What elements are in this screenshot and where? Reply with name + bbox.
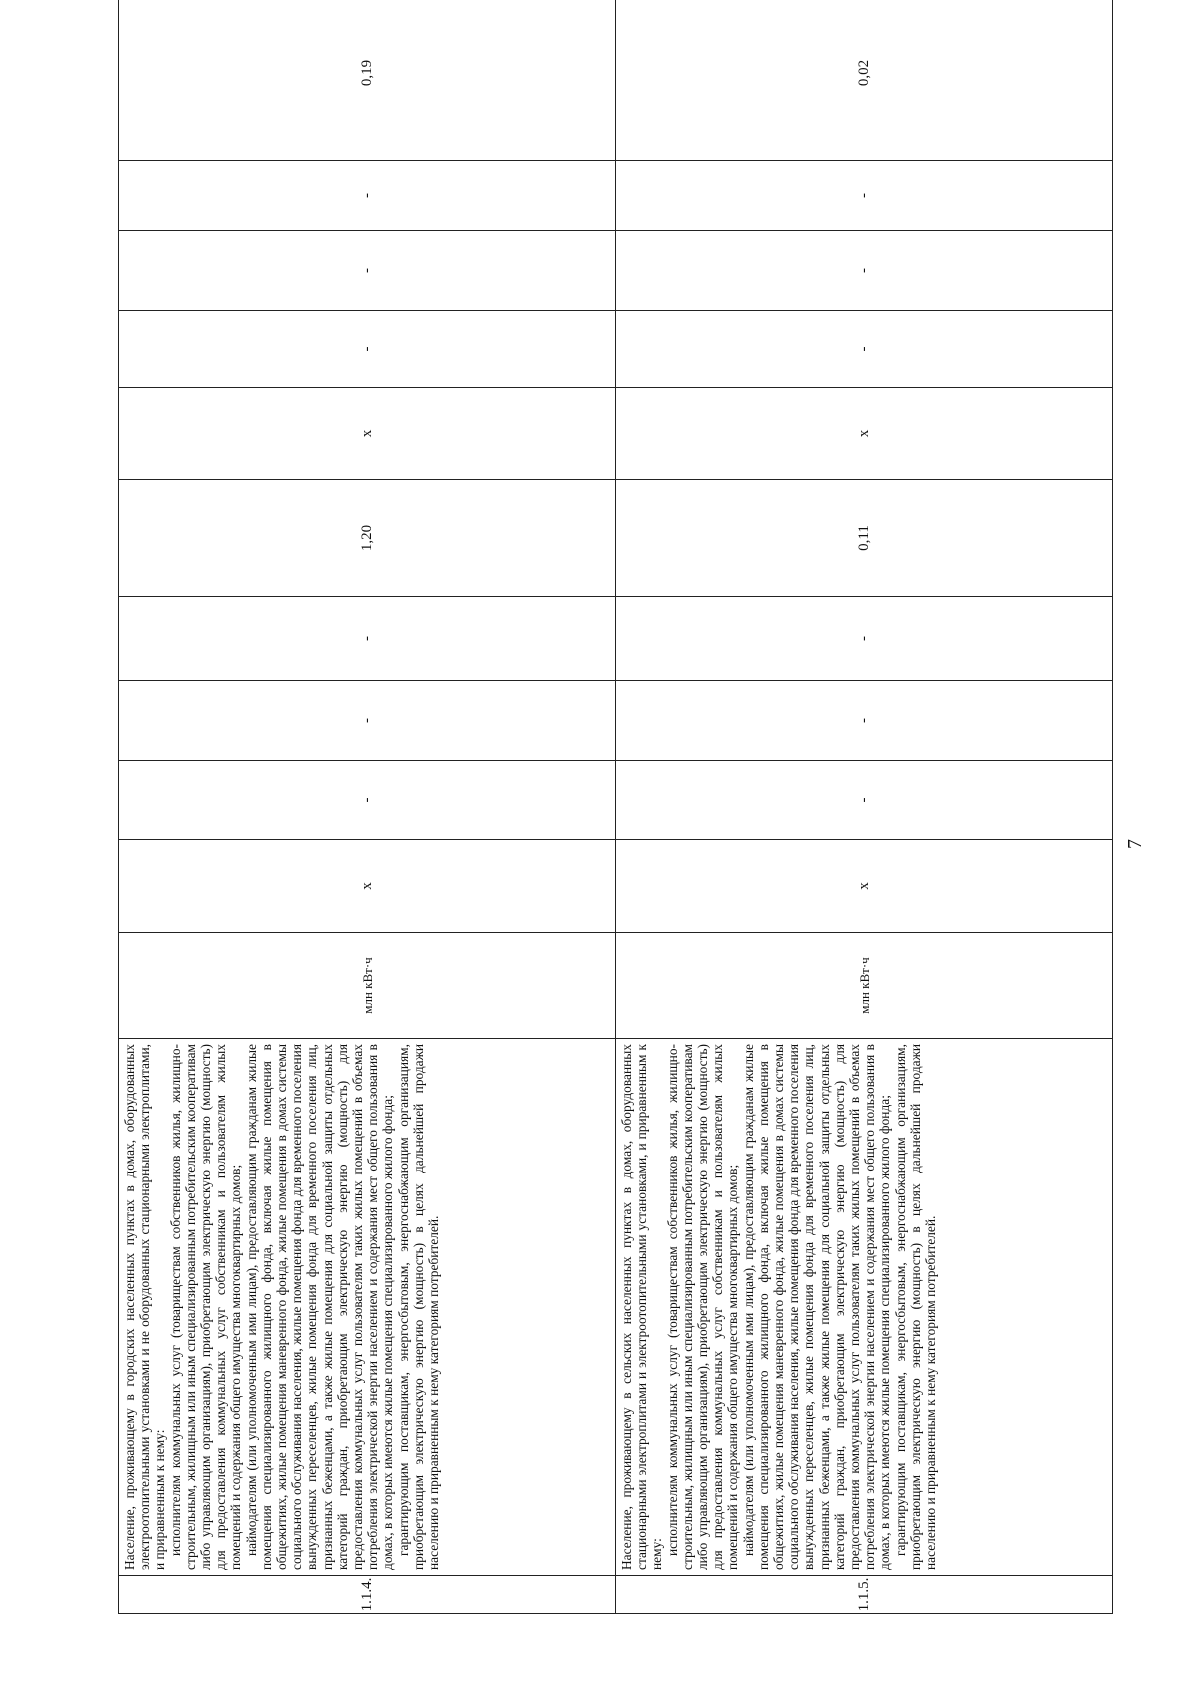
description-paragraph: наймодателям (или уполномоченным ими лицам), предоставляющим гражданам жилые помещения специализированного жилищного фонда, включая жилые помещения в общежитиях, жилые помещения маневренного фонда, жилые помещения в домах системы социального обслуживания населения, жилые помещения фонда для временного поселения вынужденных переселенцев, жилые помещения фонда для временного поселения лиц, признанных беженцами, а также жилые помещения для социальной защиты отдельных категорий граждан, приобретающим электрическую энергию (мощность) для предоставления коммунальных услуг пользователям таких жилых помещений в объемах потребления электрической энергии населением и содержания мест общего пользования в домах, в которых имеются жилые помещения специализированного жилого фонда;: [740, 1044, 893, 1570]
value-cell: x: [616, 840, 1113, 933]
value-cell: -: [119, 161, 616, 231]
table-row-1-1-5: [616, 0, 1113, 1614]
row-description: [616, 1039, 1113, 1576]
description-paragraph: гарантирующим поставщикам, энергосбытовым, энергоснабжающим организациям, приобретающим электрическую энергию (мощность) в целях дальнейшей продажи населению и приравненным к нему категориям потребителей.: [892, 1044, 939, 1570]
description-paragraph: гарантирующим поставщикам, энергосбытовым, энергоснабжающим организациям, приобретающим электрическую энергию (мощность) в целях дальнейшей продажи населению и приравненным к нему категориям потребителей.: [395, 1044, 442, 1570]
description-paragraph: исполнителям коммунальных услуг (товариществам собственников жилья, жилищно-строительным, жилищным или иным специализированным потребительским кооперативам либо управляющим организациям), приобретающим электрическую энергию (мощность) для предоставления коммунальных услуг собственникам и пользователям жилых помещений и содержания общего имущества многоквартирных домов;: [664, 1044, 741, 1570]
description-paragraph: Население, проживающему в сельских населенных пунктах в домах, оборудованных стационарными электроплитами и электроотопительными установками, и приравненным к нему:: [619, 1044, 665, 1570]
value-cell: -: [616, 761, 1113, 840]
page-number: 7: [1124, 839, 1146, 849]
row-description: [119, 1039, 616, 1576]
value-cell: -: [119, 761, 616, 840]
description-paragraph: Население, проживающему в городских населенных пунктах в домах, оборудованных электроотопительными установками и не оборудованных стационарными электроплитами, и приравненным к нему:: [122, 1044, 168, 1570]
value-cell: -: [119, 597, 616, 681]
tariff-table: [118, 0, 1113, 1614]
row-number: 1.1.4.: [119, 1576, 616, 1614]
value-cell: -: [119, 231, 616, 311]
value-cell: -: [616, 161, 1113, 231]
value-cell: x: [119, 840, 616, 933]
value-cell: 0,11: [616, 480, 1113, 597]
value-cell: 0,02: [616, 0, 1113, 161]
unit-cell: млн кВт·ч: [119, 933, 616, 1039]
value-cell: x: [119, 388, 616, 480]
description-paragraph: наймодателям (или уполномоченным ими лицам), предоставляющим гражданам жилые помещения специализированного жилищного фонда, включая жилые помещения в общежитиях, жилые помещения маневренного фонда, жилые помещения в домах системы социального обслуживания населения, жилые помещения фонда для временного поселения вынужденных переселенцев, жилые помещения фонда для временного поселения лиц, признанных беженцами, а также жилые помещения для социальной защиты отдельных категорий граждан, приобретающим электрическую энергию (мощность) для предоставления коммунальных услуг пользователям таких жилых помещений в объемах потребления электрической энергии населением и содержания мест общего пользования в домах, в которых имеются жилые помещения специализированного жилого фонда;: [243, 1044, 396, 1570]
value-cell: -: [616, 597, 1113, 681]
row-number: 1.1.5.: [616, 1576, 1113, 1614]
value-cell: 1,20: [119, 480, 616, 597]
table-row-1-1-4: [119, 0, 616, 1614]
value-cell: -: [119, 311, 616, 388]
value-cell: -: [119, 681, 616, 761]
value-cell: -: [616, 311, 1113, 388]
value-cell: x: [616, 388, 1113, 480]
value-cell: 0,19: [119, 0, 616, 161]
unit-cell: млн кВт·ч: [616, 933, 1113, 1039]
value-cell: -: [616, 231, 1113, 311]
value-cell: -: [616, 681, 1113, 761]
description-paragraph: исполнителям коммунальных услуг (товариществам собственников жилья, жилищно-строительным, жилищным или иным специализированным потребительским кооперативам либо управляющим организациям), приобретающим электрическую энергию (мощность) для предоставления коммунальных услуг собственникам и пользователям жилых помещений и содержания общего имущества многоквартирных домов;: [167, 1044, 244, 1570]
